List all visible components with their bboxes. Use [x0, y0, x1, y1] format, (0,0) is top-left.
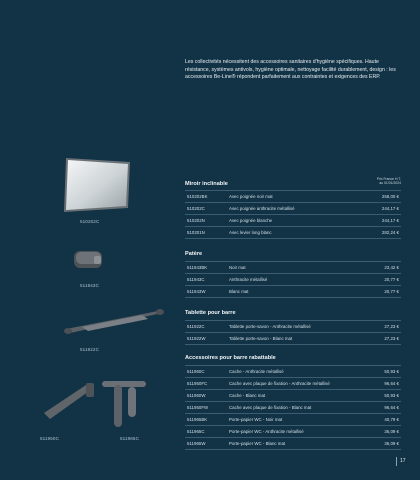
row-ref: 511943BK	[187, 265, 208, 270]
row-ref: 511965C	[187, 429, 205, 434]
table-row	[185, 286, 401, 298]
row-price: 50,93 €	[384, 369, 399, 374]
table-row	[185, 203, 401, 215]
row-desc: Cache avec plaque de fixation - Blanc mat	[229, 405, 312, 410]
row-desc: Noir mat	[229, 265, 246, 270]
section-title-accessoires: Accessoires pour barre rabattable	[185, 355, 276, 361]
row-ref: 511950FW	[187, 405, 209, 410]
label-barre-left: 511950C	[40, 436, 60, 441]
section-title-tablette: Tablette pour barre	[185, 310, 236, 316]
table-row	[185, 191, 401, 203]
price-header-line1: Prix France H.T.	[376, 177, 401, 181]
page-number: 17	[396, 457, 406, 466]
row-price: 40,79 €	[384, 417, 399, 422]
table-row	[185, 426, 401, 438]
row-desc: Anthracite métallisé	[229, 277, 268, 282]
row-desc: Tablette porte-savon - Blanc mat	[229, 336, 293, 341]
row-ref: 511943W	[187, 289, 206, 294]
table-row	[185, 215, 401, 227]
row-price: 27,23 €	[384, 324, 399, 329]
table-row	[185, 414, 401, 426]
row-ref: 511950FC	[187, 381, 208, 386]
row-price: 27,23 €	[384, 336, 399, 341]
price-header-line2: au 01/01/2024	[379, 181, 401, 186]
table-row	[185, 438, 401, 450]
row-ref: 511922W	[187, 336, 206, 341]
row-desc: Avec levier long blanc	[229, 230, 272, 235]
table-row	[185, 262, 401, 274]
row-desc: Blanc mat	[229, 289, 249, 294]
table-row	[185, 390, 401, 402]
table-row	[185, 402, 401, 414]
table-row	[185, 227, 401, 239]
table-row	[185, 366, 401, 378]
barre-rabattable-image	[42, 373, 162, 433]
table-row	[185, 274, 401, 286]
row-price: 20,77 €	[384, 277, 399, 282]
row-price: 36,09 €	[384, 429, 399, 434]
row-ref: 511943C	[187, 277, 205, 282]
intro-paragraph: Les collectivités nécessitent des accessoires sanitaires d'hygiène spécifiques. Haute résistance, systèmes antivols, hygiène optimale, nettoyage facilité durablement, design : les accessoires Be-Line® répondent parfaitement aux contraintes et exigences des ERP.	[185, 59, 396, 81]
table-row	[185, 321, 401, 333]
section-title-patere: Patère	[185, 251, 203, 257]
row-desc: Porte-papier WC - Noir mat	[229, 417, 283, 422]
row-desc: Porte-papier WC - Anthracite métallisé	[229, 429, 304, 434]
row-desc: Tablette porte-savon - Anthracite métallisé	[229, 324, 311, 329]
label-barre-right: 511965C	[120, 436, 140, 441]
row-price: 20,77 €	[384, 289, 399, 294]
tablette-image	[62, 305, 166, 337]
row-desc: Avec poignée blanche	[229, 218, 273, 223]
row-ref: 510202N	[187, 218, 205, 223]
row-desc: Avec poignée noir mat	[229, 194, 273, 199]
row-ref: 511950W	[187, 393, 206, 398]
mirror-image	[62, 156, 134, 214]
section-title-miroir: Miroir inclinable	[185, 181, 228, 187]
label-mirror: 510202C	[80, 219, 100, 224]
row-ref: 510202C	[187, 206, 205, 211]
row-price: 50,93 €	[384, 393, 399, 398]
row-desc: Cache - Anthracite métallisé	[229, 369, 284, 374]
row-price: 23,42 €	[384, 265, 399, 270]
row-desc: Cache avec plaque de fixation - Anthracite métallisé	[229, 381, 330, 386]
table-row	[185, 333, 401, 345]
row-price: 244,17 €	[381, 206, 399, 211]
row-ref: 511950C	[187, 369, 205, 374]
patere-image	[72, 248, 106, 272]
label-tablette: 511922C	[80, 347, 100, 352]
row-desc: Porte-papier WC - Blanc mat	[229, 441, 286, 446]
row-ref: 510202BK	[187, 194, 208, 199]
row-price: 244,17 €	[381, 218, 399, 223]
row-ref: 511965BK	[187, 417, 208, 422]
label-patere: 511943C	[80, 283, 100, 288]
row-price: 96,64 €	[384, 381, 399, 386]
row-ref: 510201N	[187, 230, 205, 235]
row-desc: Avec poignée anthracite métallisé	[229, 206, 295, 211]
row-ref: 511965W	[187, 441, 206, 446]
row-ref: 511922C	[187, 324, 205, 329]
table-row	[185, 378, 401, 390]
price-header	[360, 177, 401, 186]
row-desc: Cache - Blanc mat	[229, 393, 266, 398]
row-price: 36,09 €	[384, 441, 399, 446]
row-price: 258,00 €	[381, 194, 399, 199]
row-price: 282,24 €	[381, 230, 399, 235]
row-price: 96,64 €	[384, 405, 399, 410]
